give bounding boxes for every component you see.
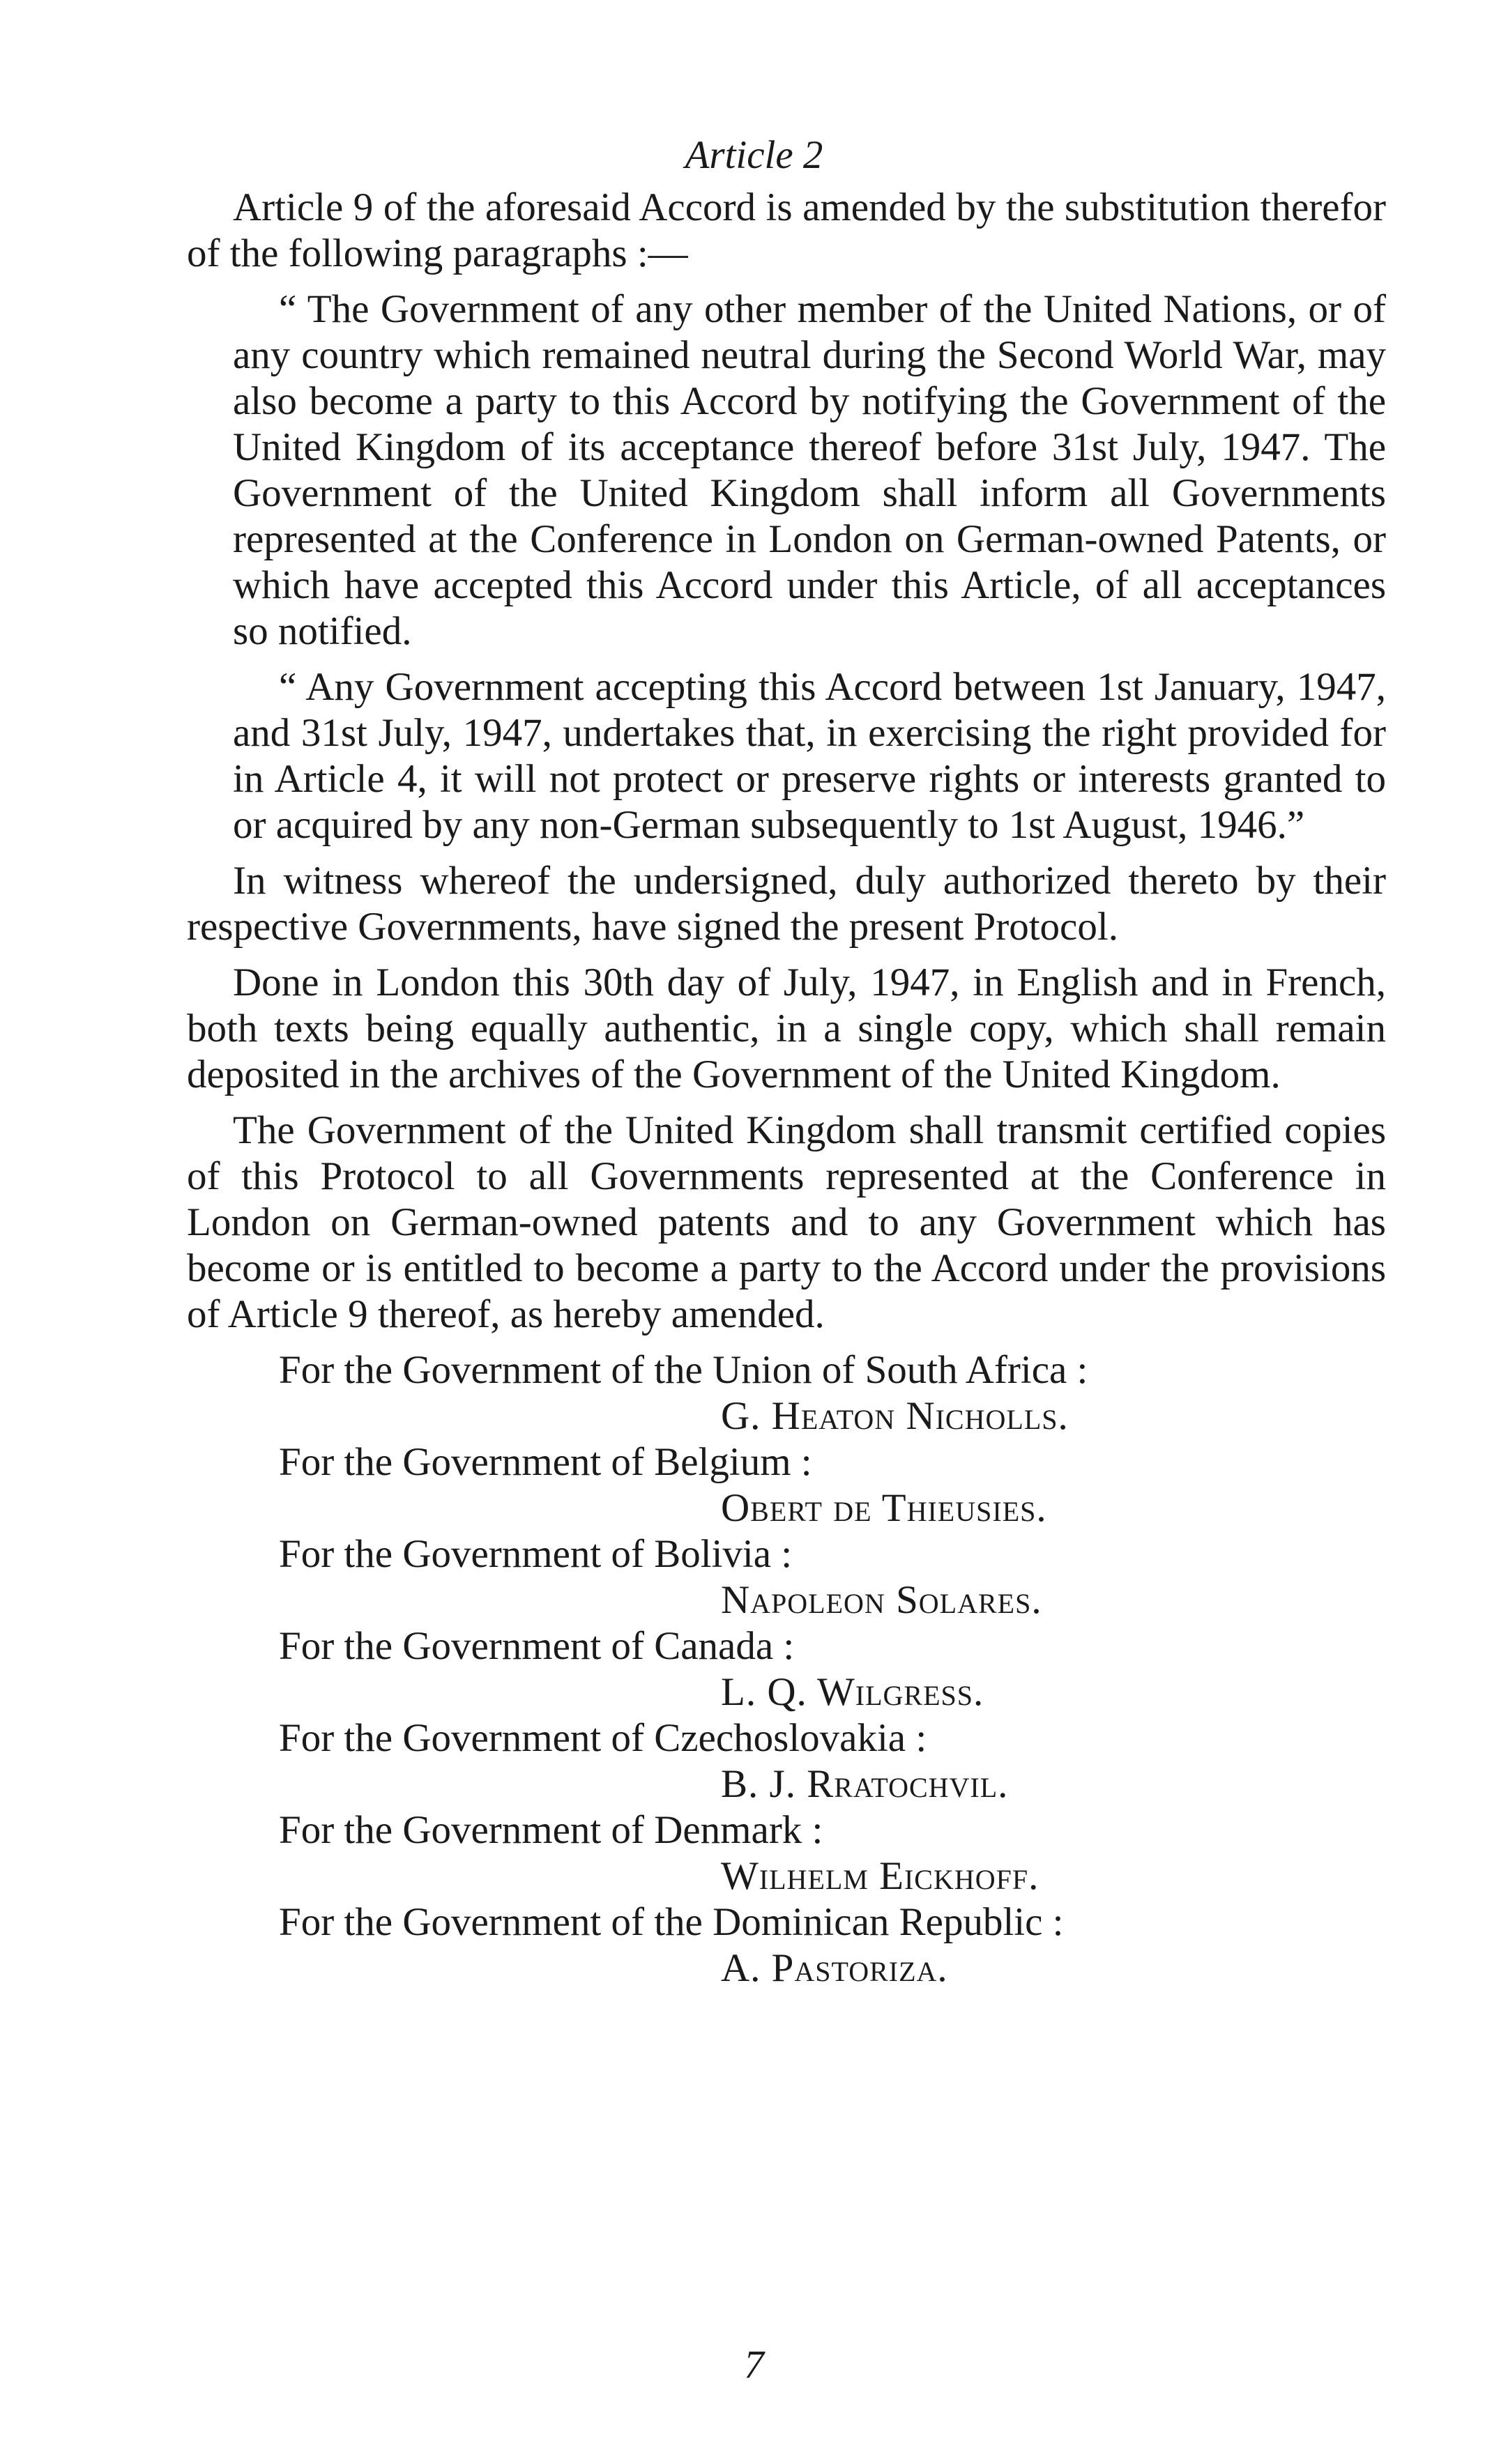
done-in-london-paragraph: Done in London this 30th day of July, 1947, in English and in French, both texts being equally authentic, in a single copy, which shall remain deposited in the archives of the Government of the United Kingdom.: [187, 961, 1386, 1096]
body-text: [187, 185, 1386, 1991]
signature-block: [187, 1347, 1386, 1991]
witness-paragraph: In witness whereof the undersigned, duly authorized thereto by their respective Governments, have signed the present Protocol.: [187, 859, 1386, 949]
signature-government: For the Government of the Dominican Republic :: [279, 1900, 1064, 1944]
signatory-name: Obert de Thieusies.: [721, 1486, 1047, 1530]
quoted-paragraph-1: “ The Government of any other member of the United Nations, or of any country which remained neutral during the Second World War, may also become a party to this Accord by notifying the Government of the United Kingdom of its acceptance thereof before 31st July, 1947. The Government of the United Kingdom shall inform all Governments represented at the Conference in London on German-owned Patents, or which have accepted this Accord under this Article, of all acceptances so notified.: [233, 287, 1386, 653]
page-number: 7: [744, 2343, 764, 2387]
signatory-name: Napoleon Solares.: [721, 1578, 1042, 1622]
signature-government: For the Government of Bolivia :: [279, 1532, 793, 1576]
article-heading: Article 2: [685, 133, 823, 177]
quoted-paragraph-2: “ Any Government accepting this Accord between 1st January, 1947, and 31st July, 1947, undertakes that, in exercising the right provided for in Article 4, it will not protect or preserve rights or interests granted to or acquired by any non-German subsequently to 1st August, 1946.”: [233, 665, 1386, 847]
signatory-name: G. Heaton Nicholls.: [721, 1394, 1069, 1438]
signature-government: For the Government of the Union of South Africa :: [279, 1348, 1088, 1392]
signatory-name: L. Q. Wilgress.: [721, 1670, 984, 1714]
signature-government: For the Government of Canada :: [279, 1624, 795, 1668]
signatory-name: B. J. Rratochvil.: [721, 1762, 1009, 1806]
amendment-intro: Article 9 of the aforesaid Accord is amended by the substitution therefor of the following paragraphs :—: [187, 185, 1386, 275]
signature-government: For the Government of Belgium :: [279, 1440, 812, 1484]
signatory-name: A. Pastoriza.: [721, 1946, 948, 1990]
signatory-name: Wilhelm Eickhoff.: [721, 1854, 1039, 1898]
signature-government: For the Government of Denmark :: [279, 1808, 823, 1852]
transmission-paragraph: The Government of the United Kingdom shall transmit certified copies of this Protocol to all Governments represented at the Conference in London on German-owned patents and to any Government which has become or is entitled to become a party to the Accord under the provisions of Article 9 thereof, as hereby amended.: [187, 1108, 1386, 1336]
signature-government: For the Government of Czechoslovakia :: [279, 1716, 927, 1760]
